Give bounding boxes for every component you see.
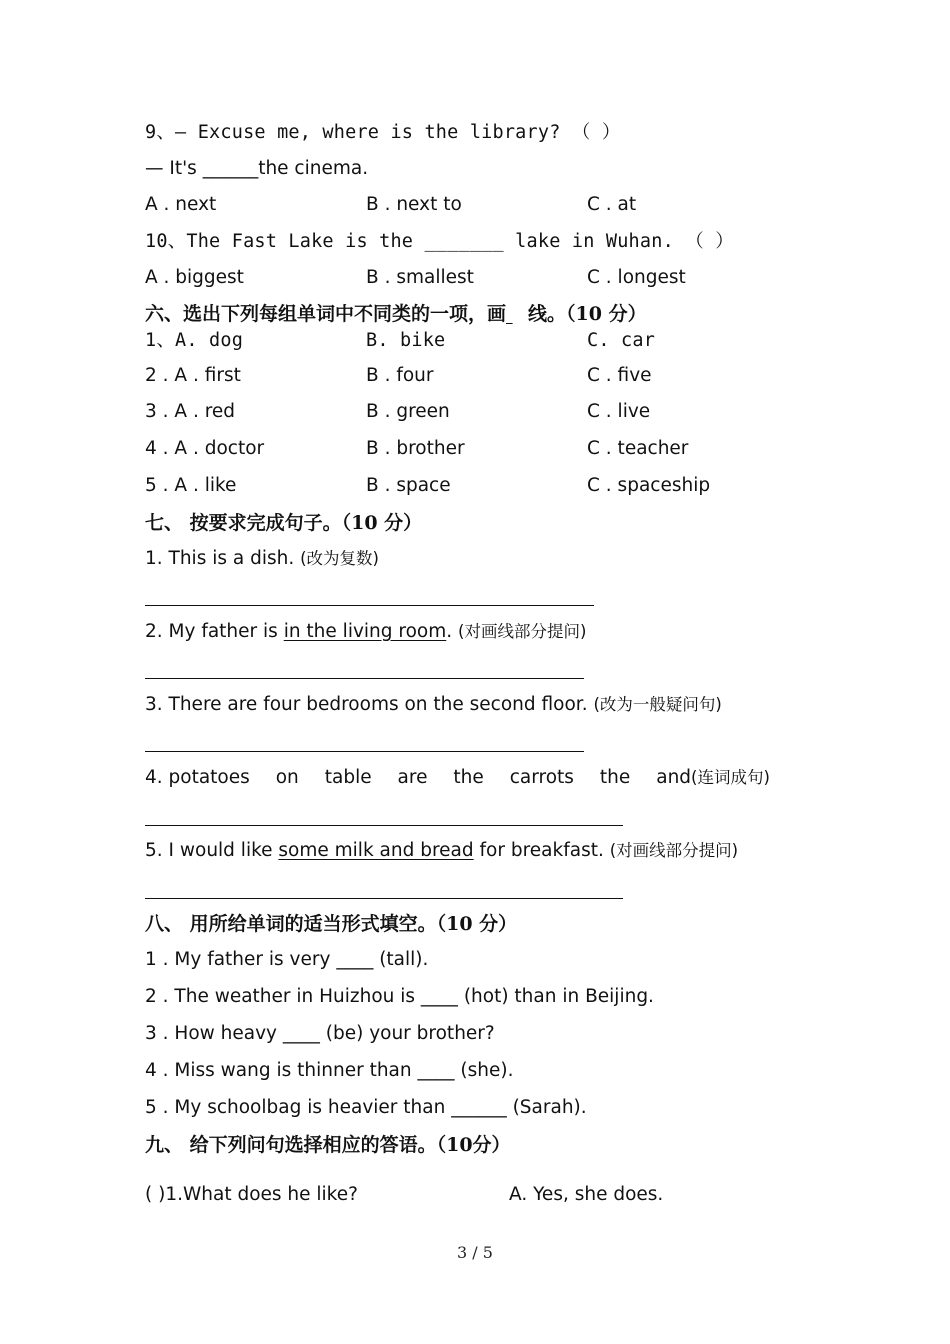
s7-item-2-underlined: in the living room	[283, 621, 447, 642]
section6-heading-blank	[506, 302, 528, 326]
s6-r5-a: 5 . A . like	[145, 475, 237, 496]
s6-r1-b: B. bike	[366, 330, 446, 351]
s8-item-3: 3 . How heavy ____ (be) your brother?	[145, 1023, 495, 1044]
s7-item-4-word: the	[599, 767, 631, 788]
s6-r2-c: C . five	[587, 365, 652, 386]
s7-item-5-underlined: some milk and bread	[278, 840, 474, 861]
s6-r3-a: 3 . A . red	[145, 401, 236, 422]
s7-item-5	[145, 839, 738, 863]
s7-item-4-word: are	[397, 767, 428, 788]
s7-item-3-text: 3. There are four bedrooms on the second floor.	[145, 694, 594, 715]
s7-item-2-pre: 2. My father is	[145, 621, 284, 642]
s7-item-2	[145, 620, 586, 644]
section7-heading: 七、 按要求完成句子。（10 分）	[145, 512, 423, 534]
q10-option-a: A . biggest	[145, 267, 244, 288]
s7-item-4-note: (连词成句)	[691, 768, 770, 787]
s8-item-2: 2 . The weather in Huizhou is ____ (hot) than in Beijing.	[145, 986, 654, 1007]
s7-answer-line-2[interactable]	[145, 678, 584, 679]
s7-item-3-note: (改为一般疑问句)	[593, 695, 722, 714]
s7-item-4-word: carrots	[509, 767, 574, 788]
q9-option-a: A . next	[145, 194, 217, 215]
s7-answer-line-3[interactable]	[145, 751, 584, 752]
s6-r2-a: 2 . A . first	[145, 365, 241, 386]
s7-item-5-pre: 5. I would like	[145, 840, 279, 861]
s7-item-2-post: .	[446, 621, 459, 642]
s9-question-1: ( )1.What does he like?	[145, 1184, 358, 1205]
s6-r4-b: B . brother	[366, 438, 465, 459]
s7-item-1	[145, 547, 379, 571]
s7-item-1-text: 1. This is a dish.	[145, 548, 301, 569]
s6-r5-b: B . space	[366, 475, 451, 496]
s6-r2-b: B . four	[366, 365, 434, 386]
s7-item-4-word: on	[275, 767, 299, 788]
q10-option-c: C . longest	[587, 267, 686, 288]
s7-answer-line-1[interactable]	[145, 605, 594, 606]
q10-stem: 10、The Fast Lake is the _______ lake in Wuhan. （ ）	[145, 231, 734, 252]
s6-r3-b: B . green	[366, 401, 450, 422]
page-number: 3 / 5	[457, 1243, 493, 1262]
s6-r4-a: 4 . A . doctor	[145, 438, 265, 459]
s7-item-5-post: for breakfast.	[473, 840, 610, 861]
s7-answer-line-5[interactable]	[145, 898, 623, 899]
s7-item-4	[145, 766, 770, 790]
section8-heading: 八、 用所给单词的适当形式填空。（10 分）	[145, 913, 518, 935]
s8-item-4: 4 . Miss wang is thinner than ____ (she).	[145, 1060, 514, 1081]
section6-heading	[145, 302, 647, 326]
s7-item-2-note: (对画线部分提问)	[458, 622, 587, 641]
s6-r1-a: 1、A. dog	[145, 330, 244, 351]
s8-item-5: 5 . My schoolbag is heavier than ______ (Sarah).	[145, 1097, 587, 1118]
s6-r5-c: C . spaceship	[587, 475, 711, 496]
s7-item-4-word: 4. potatoes	[145, 767, 250, 788]
s7-item-1-note: (改为复数)	[300, 549, 379, 568]
section6-heading-pre: 六、选出下列每组单词中不同类的一项，画	[145, 303, 507, 325]
q9-option-c: C . at	[587, 194, 637, 215]
s7-item-4-word: table	[324, 767, 372, 788]
s6-r3-c: C . live	[587, 401, 651, 422]
q9-option-b: B . next to	[366, 194, 462, 215]
q9-stem: 9、— Excuse me, where is the library? （ ）	[145, 122, 621, 143]
section6-heading-post: 线。（10 分）	[528, 303, 647, 325]
s7-item-4-word: and	[656, 767, 692, 788]
s9-answer-a: A. Yes, she does.	[509, 1184, 664, 1205]
s7-answer-line-4[interactable]	[145, 825, 623, 826]
s7-item-5-note: (对画线部分提问)	[609, 841, 739, 860]
s7-item-4-word: the	[453, 767, 484, 788]
section9-heading: 九、 给下列问句选择相应的答语。（10分）	[145, 1134, 511, 1156]
s6-r4-c: C . teacher	[587, 438, 689, 459]
s8-item-1: 1 . My father is very ____ (tall).	[145, 949, 429, 970]
q9-answer-line: — It's ______the cinema.	[145, 158, 369, 179]
q10-option-b: B . smallest	[366, 267, 474, 288]
s7-item-3	[145, 693, 722, 717]
s6-r1-c: C. car	[587, 330, 656, 351]
